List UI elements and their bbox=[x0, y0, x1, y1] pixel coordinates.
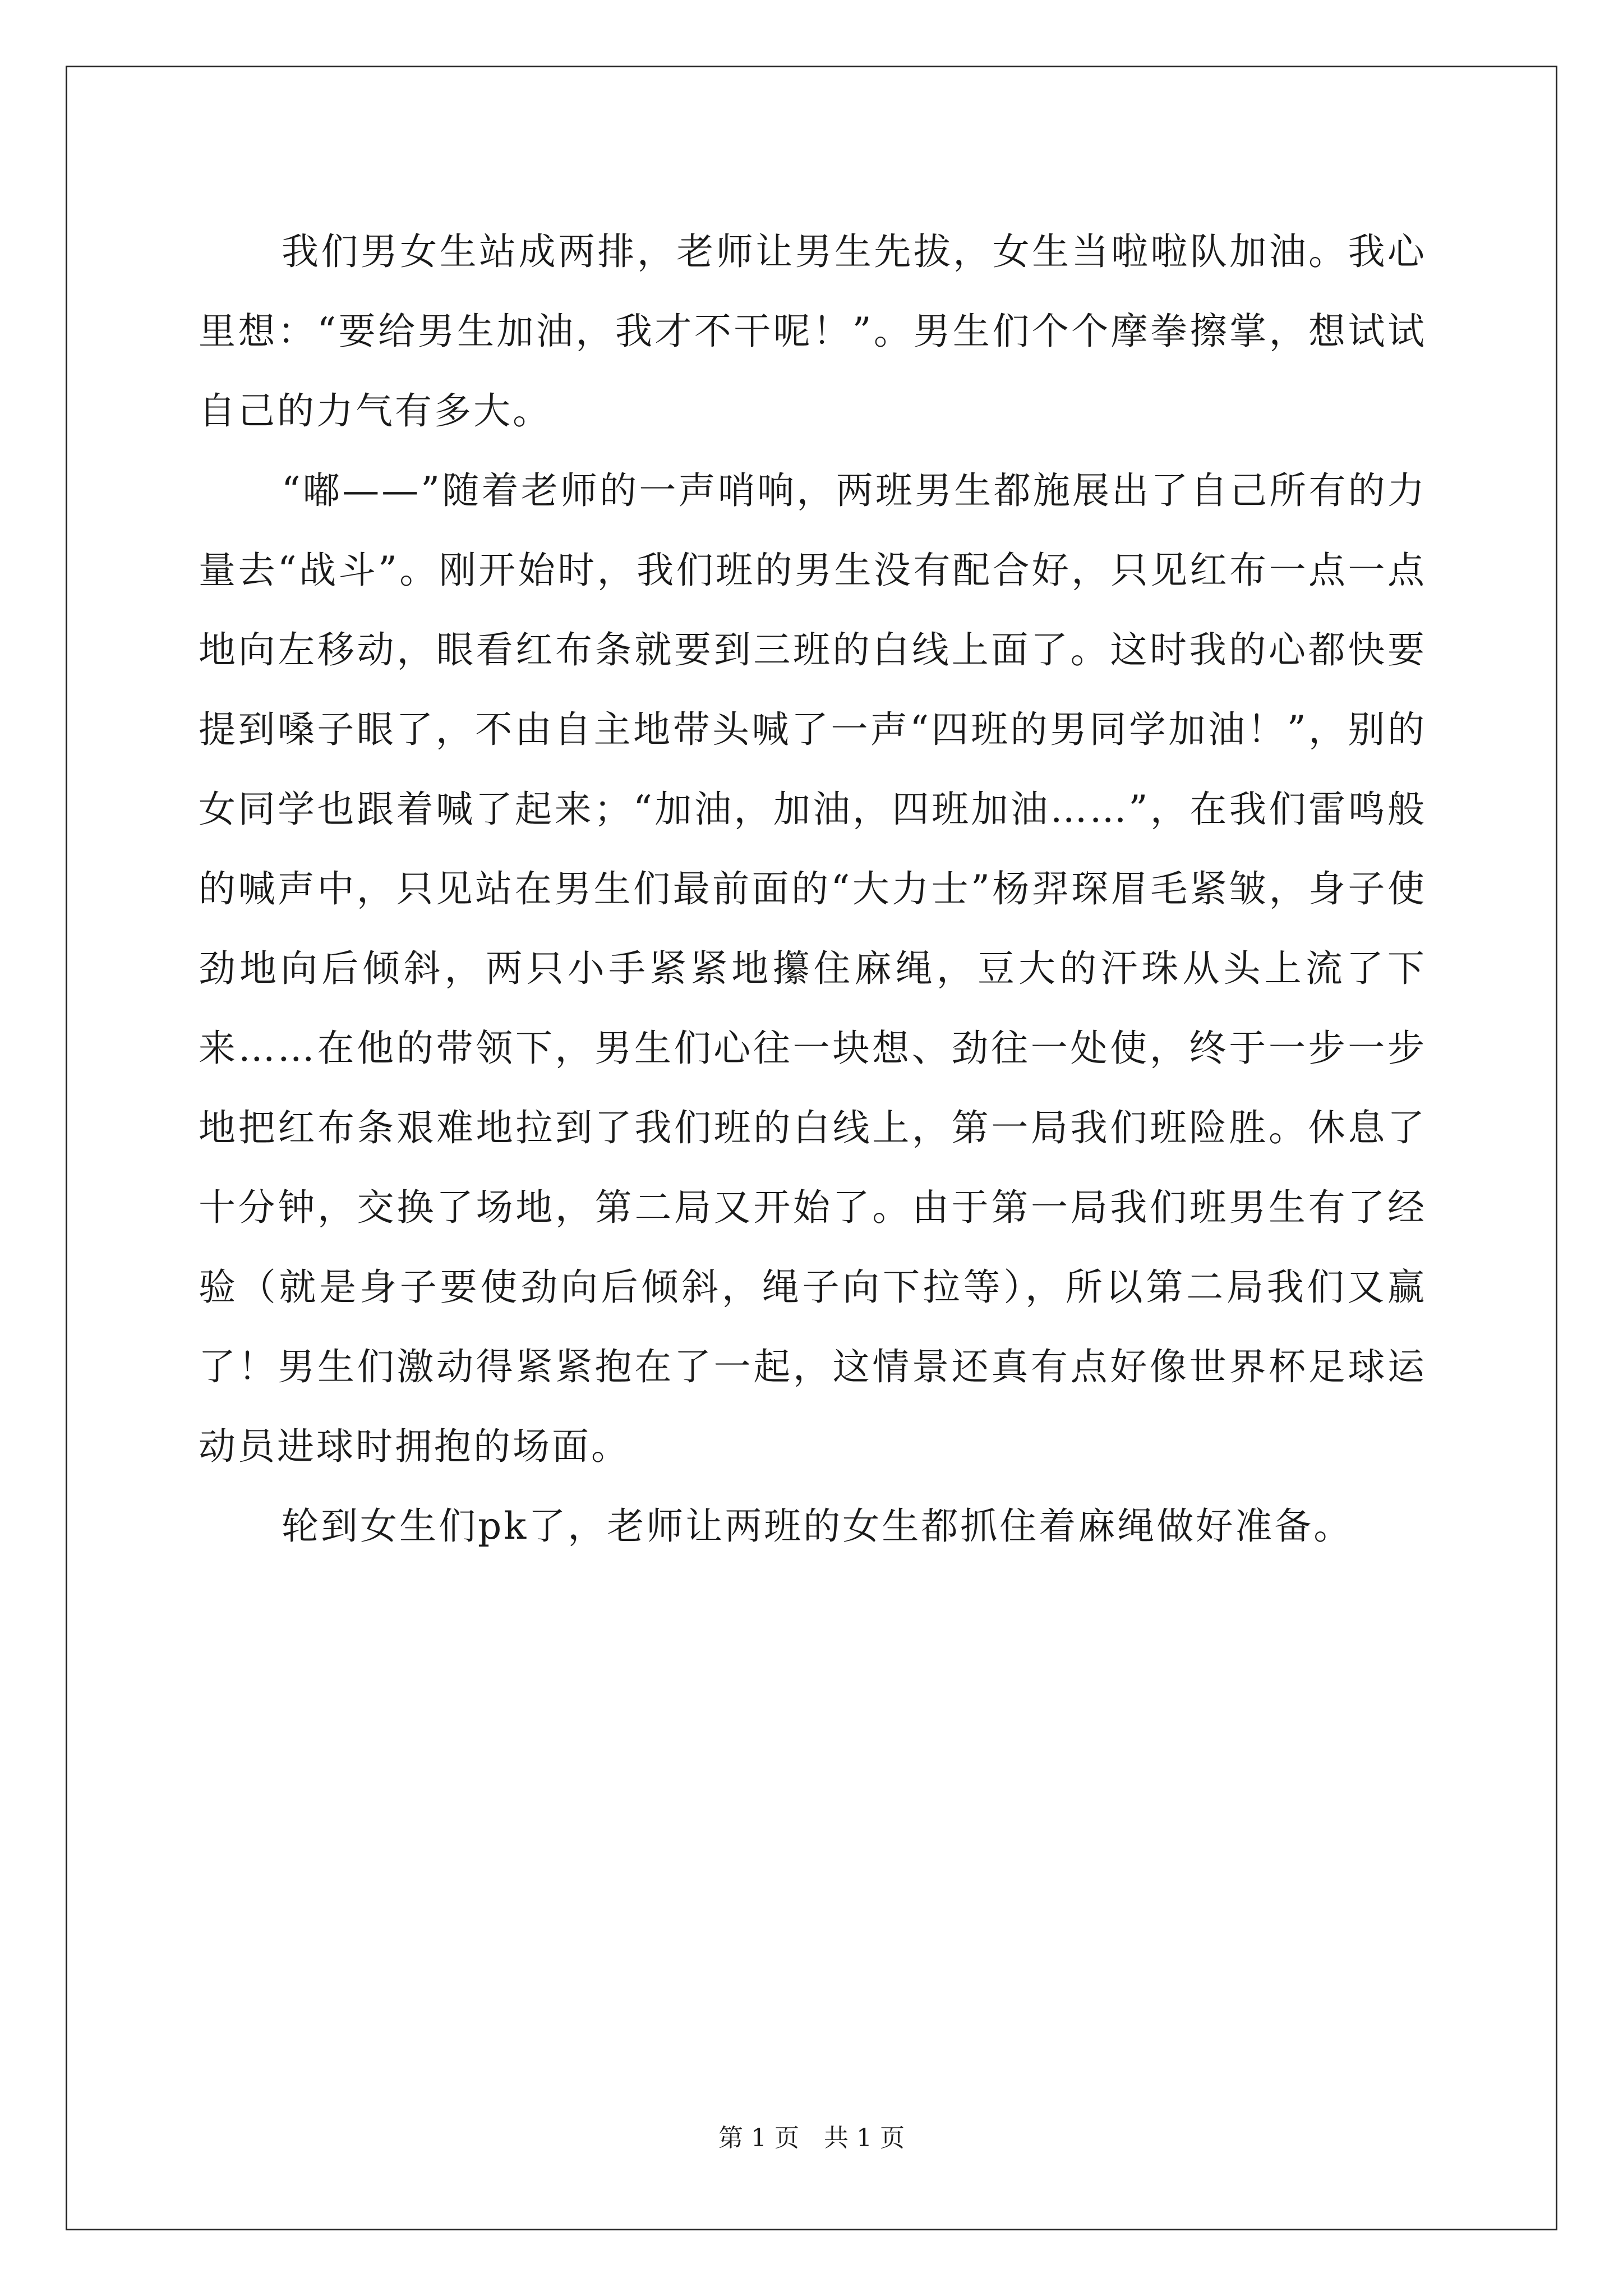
paragraph: “嘟——”随着老师的一声哨响，两班男生都施展出了自己所有的力量去“战斗”。刚开始时，我们班的男生没有配合好，只见红布一点一点地向左移动，眼看红布条就要到三班的白线上面了。这时我的心都快要提到嗓子眼了，不由自主地带头喊了一声“四班的男同学加油！”，别的女同学也跟着喊了起来；“加油，加油，四班加油……”，在我们雷鸣般的喊声中，只见站在男生们最前面的“大力士”杨羿琛眉毛紧皱，身子使劲地向后倾斜，两只小手紧紧地攥住麻绳，豆大的汗珠从头上流了下来……在他的带领下，男生们心往一块想、劲往一处使，终于一步一步地把红布条艰难地拉到了我们班的白线上，第一局我们班险胜。休息了十分钟，交换了场地，第二局又开始了。由于第一局我们班男生有了经验（就是身子要使劲向后倾斜，绳子向下拉等），所以第二局我们又赢了！男生们激动得紧紧抱在了一起，这情景还真有点好像世界杯足球运动员进球时拥抱的场面。 bbox=[199, 469, 1427, 1468]
paragraph: 我们男女生站成两排，老师让男生先拔，女生当啦啦队加油。我心里想：“要给男生加油，我才不干呢！”。男生们个个摩拳擦掌，想试试自己的力气有多大。 bbox=[199, 230, 1427, 432]
page-footer: 第 1 页 共 1 页 bbox=[718, 2124, 905, 2152]
paragraph: 轮到女生们pk了，老师让两班的女生都抓住着麻绳做好准备。 bbox=[282, 1504, 1353, 1548]
document-body bbox=[199, 212, 1427, 1566]
